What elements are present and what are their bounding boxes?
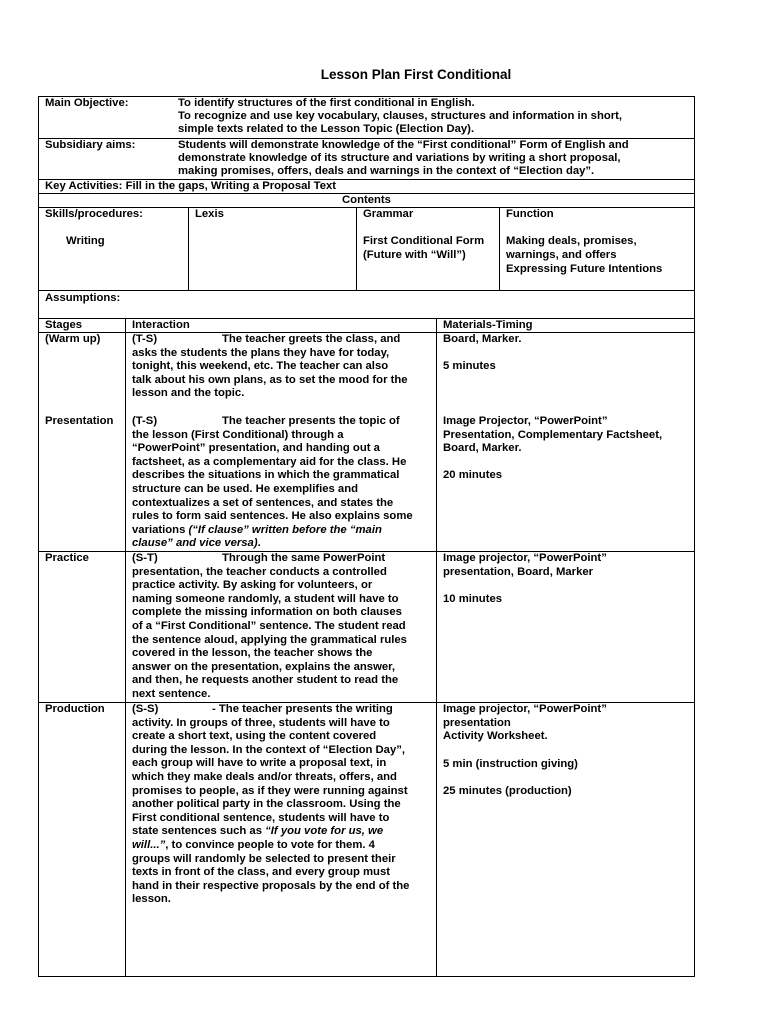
timing-warm-up: 5 minutes — [443, 360, 496, 372]
page-title: Lesson Plan First Conditional — [320, 67, 512, 82]
interaction-body: activity. In groups of three, students will have to create a short text, using the content covered during the lesson. In the context of “Election Day”, each group will have to write a proposal text, in which they make deals and/or threats, offers, and promises to people, as if they were running against another political party in the classroom. Using the First conditional sentence, students will have to state sentences such as — [132, 716, 408, 838]
materials-column-header: Materials-Timing — [443, 319, 533, 331]
function-value-3: Expressing Future Intentions — [506, 263, 663, 275]
timing-presentation: 20 minutes — [443, 469, 503, 481]
timing-practice: 10 minutes — [443, 593, 503, 605]
interaction-column-header: Interaction — [132, 319, 190, 331]
contents-heading: Contents — [342, 194, 391, 206]
interaction-body-tail: variations — [132, 523, 189, 536]
interaction-body-end: , to convince people to vote for them. 4 groups will randomly be selected to present their texts in front of the class, and every group must hand in their respective proposals by the end of the lesson. — [132, 838, 410, 906]
interaction-body-italic: “If you vote for us, we will...” — [132, 825, 384, 851]
interaction-tag: (T-S) — [132, 333, 158, 345]
subsidiary-aims-line-1: Students will demonstrate knowledge of the “First conditional” Form of English and — [178, 139, 629, 151]
interaction-tag: (T-S) — [132, 415, 158, 427]
main-objective-line-1: To identify structures of the first conditional in English. — [178, 97, 475, 109]
interaction-tag: (S-S) — [132, 703, 159, 715]
main-objective-label: Main Objective: — [45, 97, 129, 109]
objectives-table — [38, 96, 695, 291]
interaction-practice — [132, 552, 432, 702]
subsidiary-aims-label: Subsidiary aims: — [45, 139, 136, 151]
interaction-warm-up — [132, 333, 432, 401]
interaction-body-italic: (“If clause” written before the “main clause” and vice versa) — [132, 523, 382, 550]
materials-presentation: Image Projector, “PowerPoint” Presentation, Complementary Factsheet, Board, Marker. — [443, 415, 663, 455]
skills-value: Writing — [66, 235, 105, 247]
interaction-presentation — [132, 415, 432, 551]
interaction-body: asks the students the plans they have for today, tonight, this weekend, etc. The teacher can also talk about his own plans, as to set the mood for the lesson and the topic. — [132, 346, 408, 400]
stage-production: Production — [45, 703, 105, 715]
skills-label: Skills/procedures: — [45, 208, 143, 220]
timing-production-main: 25 minutes (production) — [443, 785, 572, 797]
function-value-2: warnings, and offers — [506, 249, 617, 261]
stages-table — [38, 291, 695, 977]
interaction-body-end: . — [257, 537, 261, 550]
grammar-value-2: (Future with “Will”) — [363, 249, 466, 261]
interaction-body: presentation, the teacher conducts a controlled practice activity. By asking for volunteers, or naming someone randomly, a student will have to complete the missing information on both clauses of a “First Conditional” sentence. The student read the sentence aloud, applying the grammatical rules covered in the lesson, the teacher shows the answer on the presentation, explains the answer, and then, he requests another student to read the next sentence. — [132, 565, 407, 700]
subsidiary-aims-line-2: demonstrate knowledge of its structure and variations by writing a short proposal, — [178, 152, 621, 164]
timing-production-instruction: 5 min (instruction giving) — [443, 758, 578, 770]
subsidiary-aims-line-3: making promises, offers, deals and warnings in the context of “Election day”. — [178, 165, 595, 177]
interaction-production — [132, 703, 432, 907]
stage-practice: Practice — [45, 552, 89, 564]
materials-practice: Image projector, “PowerPoint” presentation, Board, Marker — [443, 552, 607, 578]
interaction-body: the lesson (First Conditional) through a “PowerPoint” presentation, and handing out a factsheet, as a complementary aid for the class. He describes the situations in which the grammatical structure can be used. He exemplifies and contextualizes a set of sentences, and states the rules to form said sentences. He also explains some — [132, 428, 413, 523]
stage-presentation: Presentation — [45, 415, 114, 427]
main-objective-line-2: To recognize and use key vocabulary, clauses, structures and information in short, — [178, 110, 623, 122]
interaction-tag: (S-T) — [132, 552, 158, 564]
assumptions-label: Assumptions: — [45, 292, 121, 304]
materials-warm-up: Board, Marker. — [443, 333, 522, 345]
stage-warm-up: (Warm up) — [45, 333, 101, 345]
materials-production: Image projector, “PowerPoint” presentation Activity Worksheet. — [443, 703, 607, 743]
function-value-1: Making deals, promises, — [506, 235, 637, 247]
main-objective-line-3: simple texts related to the Lesson Topic (Election Day). — [178, 123, 475, 135]
interaction-first-line: The teacher presents the topic of — [222, 415, 400, 427]
interaction-first-line: The teacher greets the class, and — [222, 333, 401, 345]
interaction-first-line: Through the same PowerPoint — [222, 552, 386, 564]
grammar-label: Grammar — [363, 208, 414, 220]
interaction-first-line: - The teacher presents the writing — [212, 703, 393, 715]
key-activities: Key Activities: Fill in the gaps, Writing a Proposal Text — [45, 180, 337, 192]
function-label: Function — [506, 208, 554, 220]
stages-column-header: Stages — [45, 319, 83, 331]
lexis-label: Lexis — [195, 208, 224, 220]
grammar-value-1: First Conditional Form — [363, 235, 485, 247]
